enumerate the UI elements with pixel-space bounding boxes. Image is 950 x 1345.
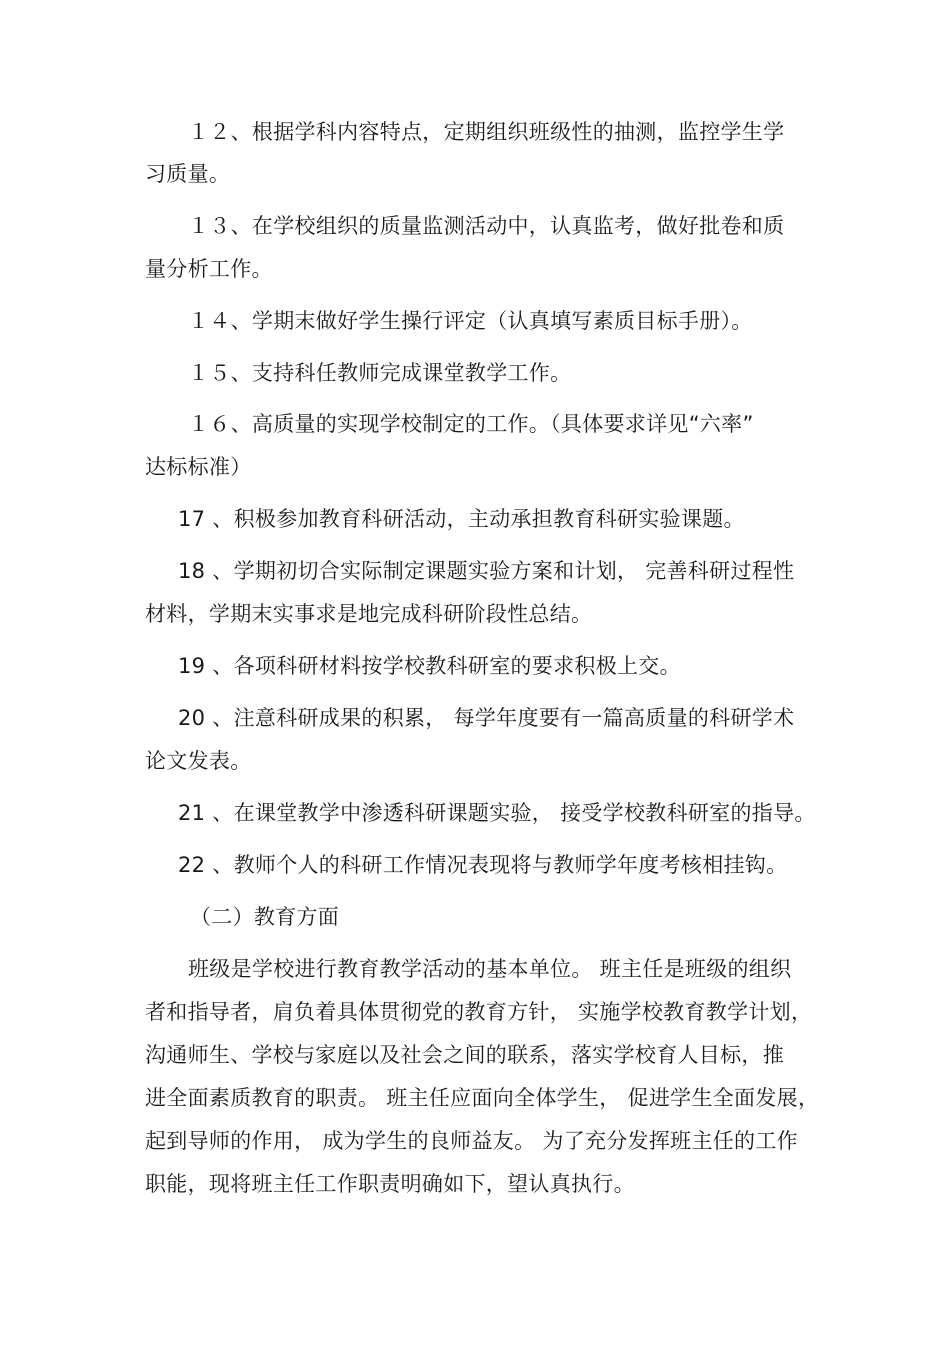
item-16-line-2: 达标标准）	[145, 455, 252, 479]
paragraph-line-1: 班级是学校进行教育教学活动的基本单位。 班主任是班级的组织	[188, 957, 792, 981]
section-heading-education: （二）教育方面	[190, 905, 340, 929]
item-16-line-1: １６、高质量的实现学校制定的工作。（具体要求详见“六率”	[188, 412, 754, 436]
paragraph-line-6: 职能，现将班主任工作职责明确如下，望认真执行。	[145, 1172, 635, 1196]
item-22: 22 、教师个人的科研工作情况表现将与教师学年度考核相挂钩。	[178, 853, 788, 877]
paragraph-line-3: 沟通师生、学校与家庭以及社会之间的联系，落实学校育人目标，推	[145, 1043, 784, 1067]
paragraph-line-5: 起到导师的作用， 成为学生的良师益友。 为了充分发挥班主任的工作	[145, 1129, 798, 1153]
item-18-line-2: 材料，学期末实事求是地完成科研阶段性总结。	[145, 602, 593, 626]
item-15: １５、支持科任教师完成课堂教学工作。	[188, 361, 572, 385]
item-17: 17 、积极参加教育科研活动，主动承担教育科研实验课题。	[178, 507, 745, 531]
item-14: １４、学期末做好学生操行评定（认真填写素质目标手册）。	[188, 309, 753, 333]
paragraph-line-4: 进全面素质教育的职责。 班主任应面向全体学生， 促进学生全面发展，	[145, 1086, 820, 1110]
item-12-line-1: １２、根据学科内容特点，定期组织班级性的抽测，监控学生学	[188, 120, 785, 144]
item-13-line-1: １３、在学校组织的质量监测活动中，认真监考，做好批卷和质	[188, 214, 785, 238]
item-21: 21 、在课堂教学中渗透科研课题实验， 接受学校教科研室的指导。	[178, 801, 816, 825]
item-13-line-2: 量分析工作。	[145, 257, 273, 281]
item-20-line-1: 20 、注意科研成果的积累， 每学年度要有一篇高质量的科研学术	[178, 706, 795, 730]
item-20-line-2: 论文发表。	[145, 749, 252, 773]
item-19: 19 、各项科研材料按学校教科研室的要求积极上交。	[178, 654, 681, 678]
item-12-line-2: 习质量。	[145, 162, 231, 186]
paragraph-line-2: 者和指导者，肩负着具体贯彻党的教育方针， 实施学校教育教学计划，	[145, 1000, 813, 1024]
item-18-line-1: 18 、学期初切合实际制定课题实验方案和计划， 完善科研过程性	[178, 559, 795, 583]
